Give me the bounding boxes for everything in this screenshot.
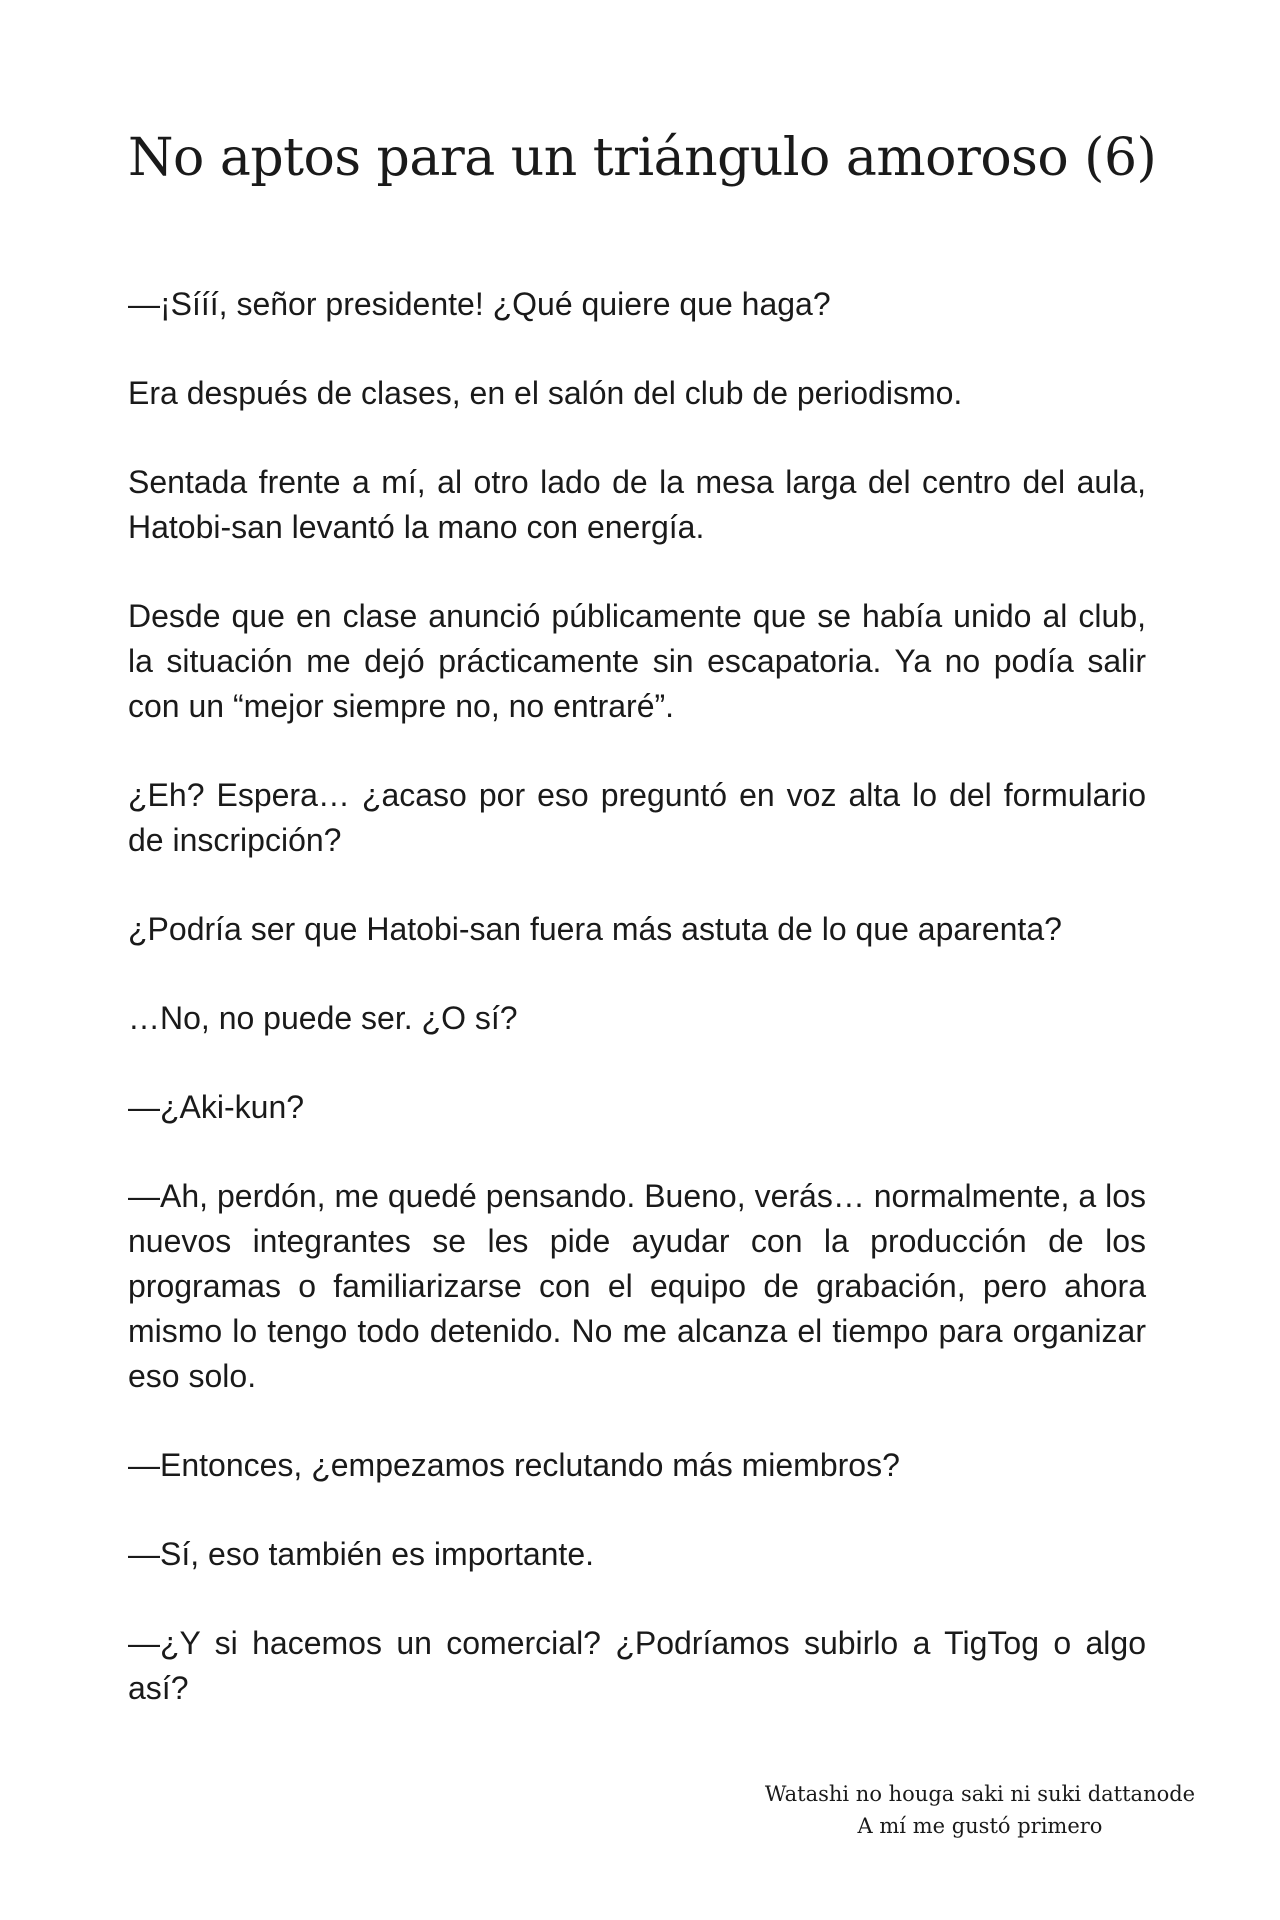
paragraph: —Ah, perdón, me quedé pensando. Bueno, verás… normalmente, a los nuevos integrantes se les pide ayudar con la producción de los programas o familiarizarse con el equipo de grabación, pero ahora mismo lo tengo todo detenido. No me alcanza el tiempo para organizar eso solo. (128, 1178, 1146, 1394)
paragraph: —¡Sííí, señor presidente! ¿Qué quiere que haga? (128, 286, 831, 322)
paragraph: —¿Aki-kun? (128, 1089, 305, 1125)
footer-translated-title: A mí me gustó primero (857, 1814, 1103, 1838)
paragraph: —Entonces, ¿empezamos reclutando más miembros? (128, 1447, 900, 1483)
page-footer (740, 1778, 1220, 1842)
paragraph: —Sí, eso también es importante. (128, 1536, 594, 1572)
footer-original-title: Watashi no houga saki ni suki dattanode (764, 1782, 1196, 1806)
paragraph: —¿Y si hacemos un comercial? ¿Podríamos subirlo a TigTog o algo así? (128, 1625, 1146, 1706)
paragraph: Sentada frente a mí, al otro lado de la mesa larga del centro del aula, Hatobi-san levantó la mano con energía. (128, 464, 1146, 545)
paragraph: Era después de clases, en el salón del club de periodismo. (128, 375, 963, 411)
paragraph: ¿Eh? Espera… ¿acaso por eso preguntó en voz alta lo del formulario de inscripción? (128, 777, 1146, 858)
paragraph: Desde que en clase anunció públicamente que se había unido al club, la situación me dejó prácticamente sin escapatoria. Ya no podía salir con un “mejor siempre no, no entraré”. (128, 598, 1146, 724)
page-title: No aptos para un triángulo amoroso (6) (128, 128, 1157, 188)
paragraph: ¿Podría ser que Hatobi-san fuera más astuta de lo que aparenta? (128, 911, 1062, 947)
document-body (128, 282, 1146, 1711)
paragraph: …No, no puede ser. ¿O sí? (128, 1000, 518, 1036)
